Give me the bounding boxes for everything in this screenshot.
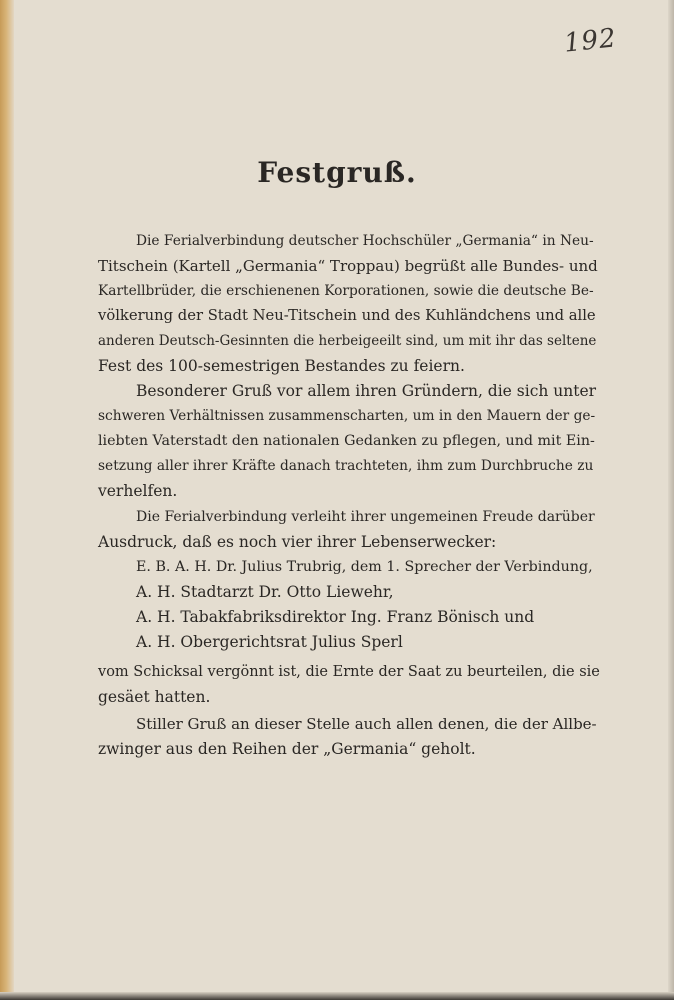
page-edge-left [0,0,14,1000]
text-line: schweren Verhältnissen zusammenscharten, um in den Mauern der ge- [98,408,596,424]
text-line: Stiller Gruß an dieser Stelle auch allen denen, die der Allbe- [136,715,597,733]
text-line: Titschein (Kartell „Germania“ Troppau) begrüßt alle Bundes- und [98,257,598,275]
text-line: völkerung der Stadt Neu-Titschein und des Kuhländchens und alle [98,307,596,324]
text-line: Besonderer Gruß vor allem ihren Gründern, die sich unter [136,382,597,400]
text-line: anderen Deutsch-Gesinnten die herbeigeeilt sind, um mit ihr das seltene [98,333,597,349]
text-line: vom Schicksal vergönnt ist, die Ernte der Saat zu beurteilen, die sie [98,664,600,680]
text-line: gesäet hatten. [98,688,211,706]
text-line: A. H. Obergerichtsrat Julius Sperl [136,633,403,651]
text-line: zwinger aus den Reihen der „Germania“ geholt. [98,740,476,758]
text-line: Kartellbrüder, die erschienenen Korporationen, sowie die deutsche Be- [98,283,594,299]
text-line: E. B. A. H. Dr. Julius Trubrig, dem 1. Sprecher der Verbindung, [136,559,593,575]
text-line: A. H. Stadtarzt Dr. Otto Liewehr, [136,583,394,601]
page-edge-right [668,0,674,1000]
text-line: liebten Vaterstadt den nationalen Gedanken zu pflegen, und mit Ein- [98,433,595,449]
page-title: Festgruß. [257,156,417,189]
text-line: Die Ferialverbindung deutscher Hochschüler „Germania“ in Neu- [136,233,594,249]
text-line: A. H. Tabakfabriksdirektor Ing. Franz Bönisch und [136,608,535,626]
text-line: verhelfen. [98,482,178,500]
text-line: Ausdruck, daß es noch vier ihrer Lebenserwecker: [98,533,497,551]
page-edge-bottom [0,992,674,1000]
handwritten-page-number: 192 [562,23,619,59]
text-line: Die Ferialverbindung verleiht ihrer ungemeinen Freude darüber [136,509,595,525]
text-line: Fest des 100-semestrigen Bestandes zu feiern. [98,357,465,375]
text-line: setzung aller ihrer Kräfte danach trachteten, ihm zum Durchbruche zu [98,458,594,474]
